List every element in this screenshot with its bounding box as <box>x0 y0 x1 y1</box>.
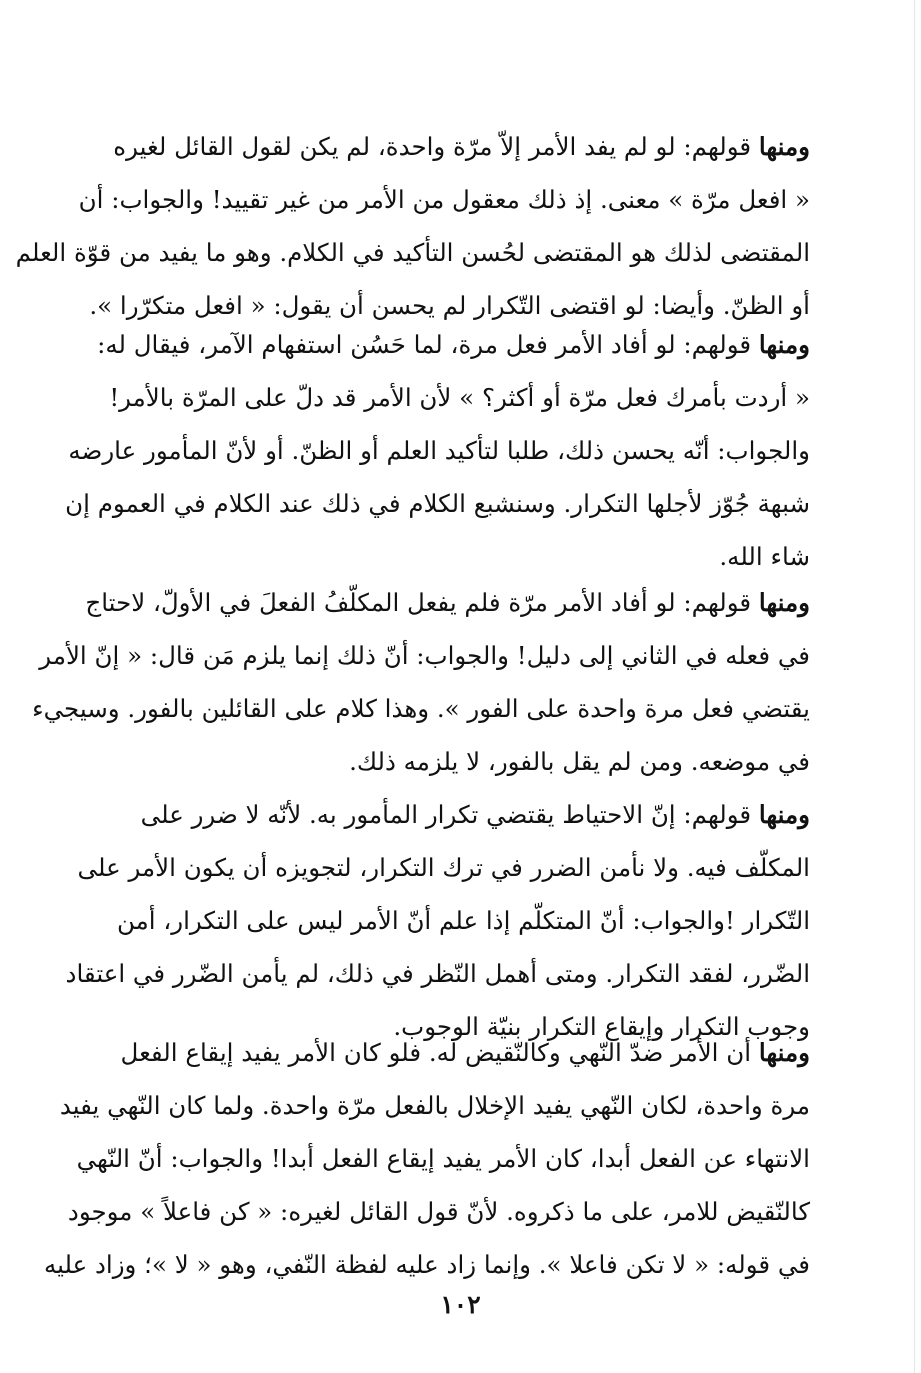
text-line: التّكرار !والجواب: أنّ المتكلّم إذا علم أنّ الأمر ليس على التكرار، أمن <box>117 906 810 935</box>
paragraph-2 <box>65 318 810 583</box>
text-line: أو الظنّ. وأيضا: لو اقتضى التّكرار لم يحسن أن يقول: « افعل متكرّرا ». <box>89 291 810 320</box>
text-line: شبهة جُوّز لأجلها التكرار. وسنشبع الكلام في ذلك عند الكلام في العموم إن <box>65 489 810 518</box>
text-line: « أردت بأمرك فعل مرّة أو أكثر؟ » لأن الأمر قد دلّ على المرّة بالأمر! <box>109 383 810 412</box>
text-line <box>97 318 810 371</box>
paragraph-lead: ومنها <box>758 1038 810 1067</box>
text-line <box>85 576 810 629</box>
paragraph-5 <box>43 1026 810 1291</box>
text-line <box>100 1026 810 1079</box>
text-line <box>100 788 810 841</box>
line-text: قولهم: لو أفاد الأمر مرّة فلم يفعل المكلّفُ الفعلَ في الأولّ، لاحتاج <box>85 588 752 617</box>
paragraph-lead: ومنها <box>758 800 810 829</box>
paragraph-1 <box>15 120 810 332</box>
paragraph-4 <box>65 788 810 1053</box>
text-line: المقتضى لذلك هو المقتضى لحُسن التأكيد في الكلام. وهو ما يفيد من قوّة العلم <box>15 238 810 267</box>
text-line: شاء الله. <box>719 542 810 571</box>
paragraph-lead: ومنها <box>758 330 810 359</box>
line-text: قولهم: لو لم يفد الأمر إلاّ مرّة واحدة، لم يكن لقول القائل لغيره <box>113 132 752 161</box>
text-line: في فعله في الثاني إلى دليل! والجواب: أنّ ذلك إنما يلزم مَن قال: « إنّ الأمر <box>39 641 810 670</box>
text-line: في موضعه. ومن لم يقل بالفور، لا يلزمه ذلك. <box>349 747 810 776</box>
paragraph-lead: ومنها <box>758 132 810 161</box>
paragraph-lead: ومنها <box>758 588 810 617</box>
text-line: كالنّقيض للامر، على ما ذكروه. لأنّ قول القائل لغيره: « كن فاعلاً » موجود <box>67 1197 810 1226</box>
text-line: وجوب التكرار وإيقاع التكرار بنيّة الوجوب. <box>393 1012 810 1041</box>
text-line: الانتهاء عن الفعل أبدا، كان الأمر يفيد إيقاع الفعل أبدا! والجواب: أنّ النّهي <box>76 1144 810 1173</box>
text-line: والجواب: أنّه يحسن ذلك، طلبا لتأكيد العلم أو الظنّ. أو لأنّ المأمور عارضه <box>68 436 810 465</box>
text-line: مرة واحدة، لكان النّهي يفيد الإخلال بالفعل مرّة واحدة. ولما كان النّهي يفيد <box>59 1091 810 1120</box>
text-line: يقتضي فعل مرة واحدة على الفور ». وهذا كلام على القائلين بالفور. وسيجيء <box>32 694 810 723</box>
page-edge <box>914 0 915 1373</box>
text-line: الضّرر، لفقد التكرار. ومتى أهمل النّظر في ذلك، لم يأمن الضّرر في اعتقاد <box>65 959 810 988</box>
line-text: أن الأمر ضدّ النّهي وكالنّقيض له. فلو كان الأمر يفيد إيقاع الفعل <box>120 1038 752 1067</box>
paragraph-3 <box>32 576 810 788</box>
line-text: قولهم: لو أفاد الأمر فعل مرة، لما حَسُن استفهام الآمر، فيقال له: <box>97 330 752 359</box>
line-text: قولهم: إنّ الاحتياط يقتضي تكرار المأمور به. لأنّه لا ضرر على <box>140 800 752 829</box>
text-line: في قوله: « لا تكن فاعلا ». وإنما زاد عليه لفظة النّفي، وهو « لا »؛ وزاد عليه <box>43 1250 810 1279</box>
text-line <box>100 120 810 173</box>
text-line: « افعل مرّة » معنى. إذ ذلك معقول من الأمر من غير تقييد! والجواب: أن <box>78 185 810 214</box>
text-line: المكلّف فيه. ولا نأمن الضرر في ترك التكرار، لتجويزه أن يكون الأمر على <box>77 853 810 882</box>
page-number: ١٠٢ <box>440 1290 481 1319</box>
